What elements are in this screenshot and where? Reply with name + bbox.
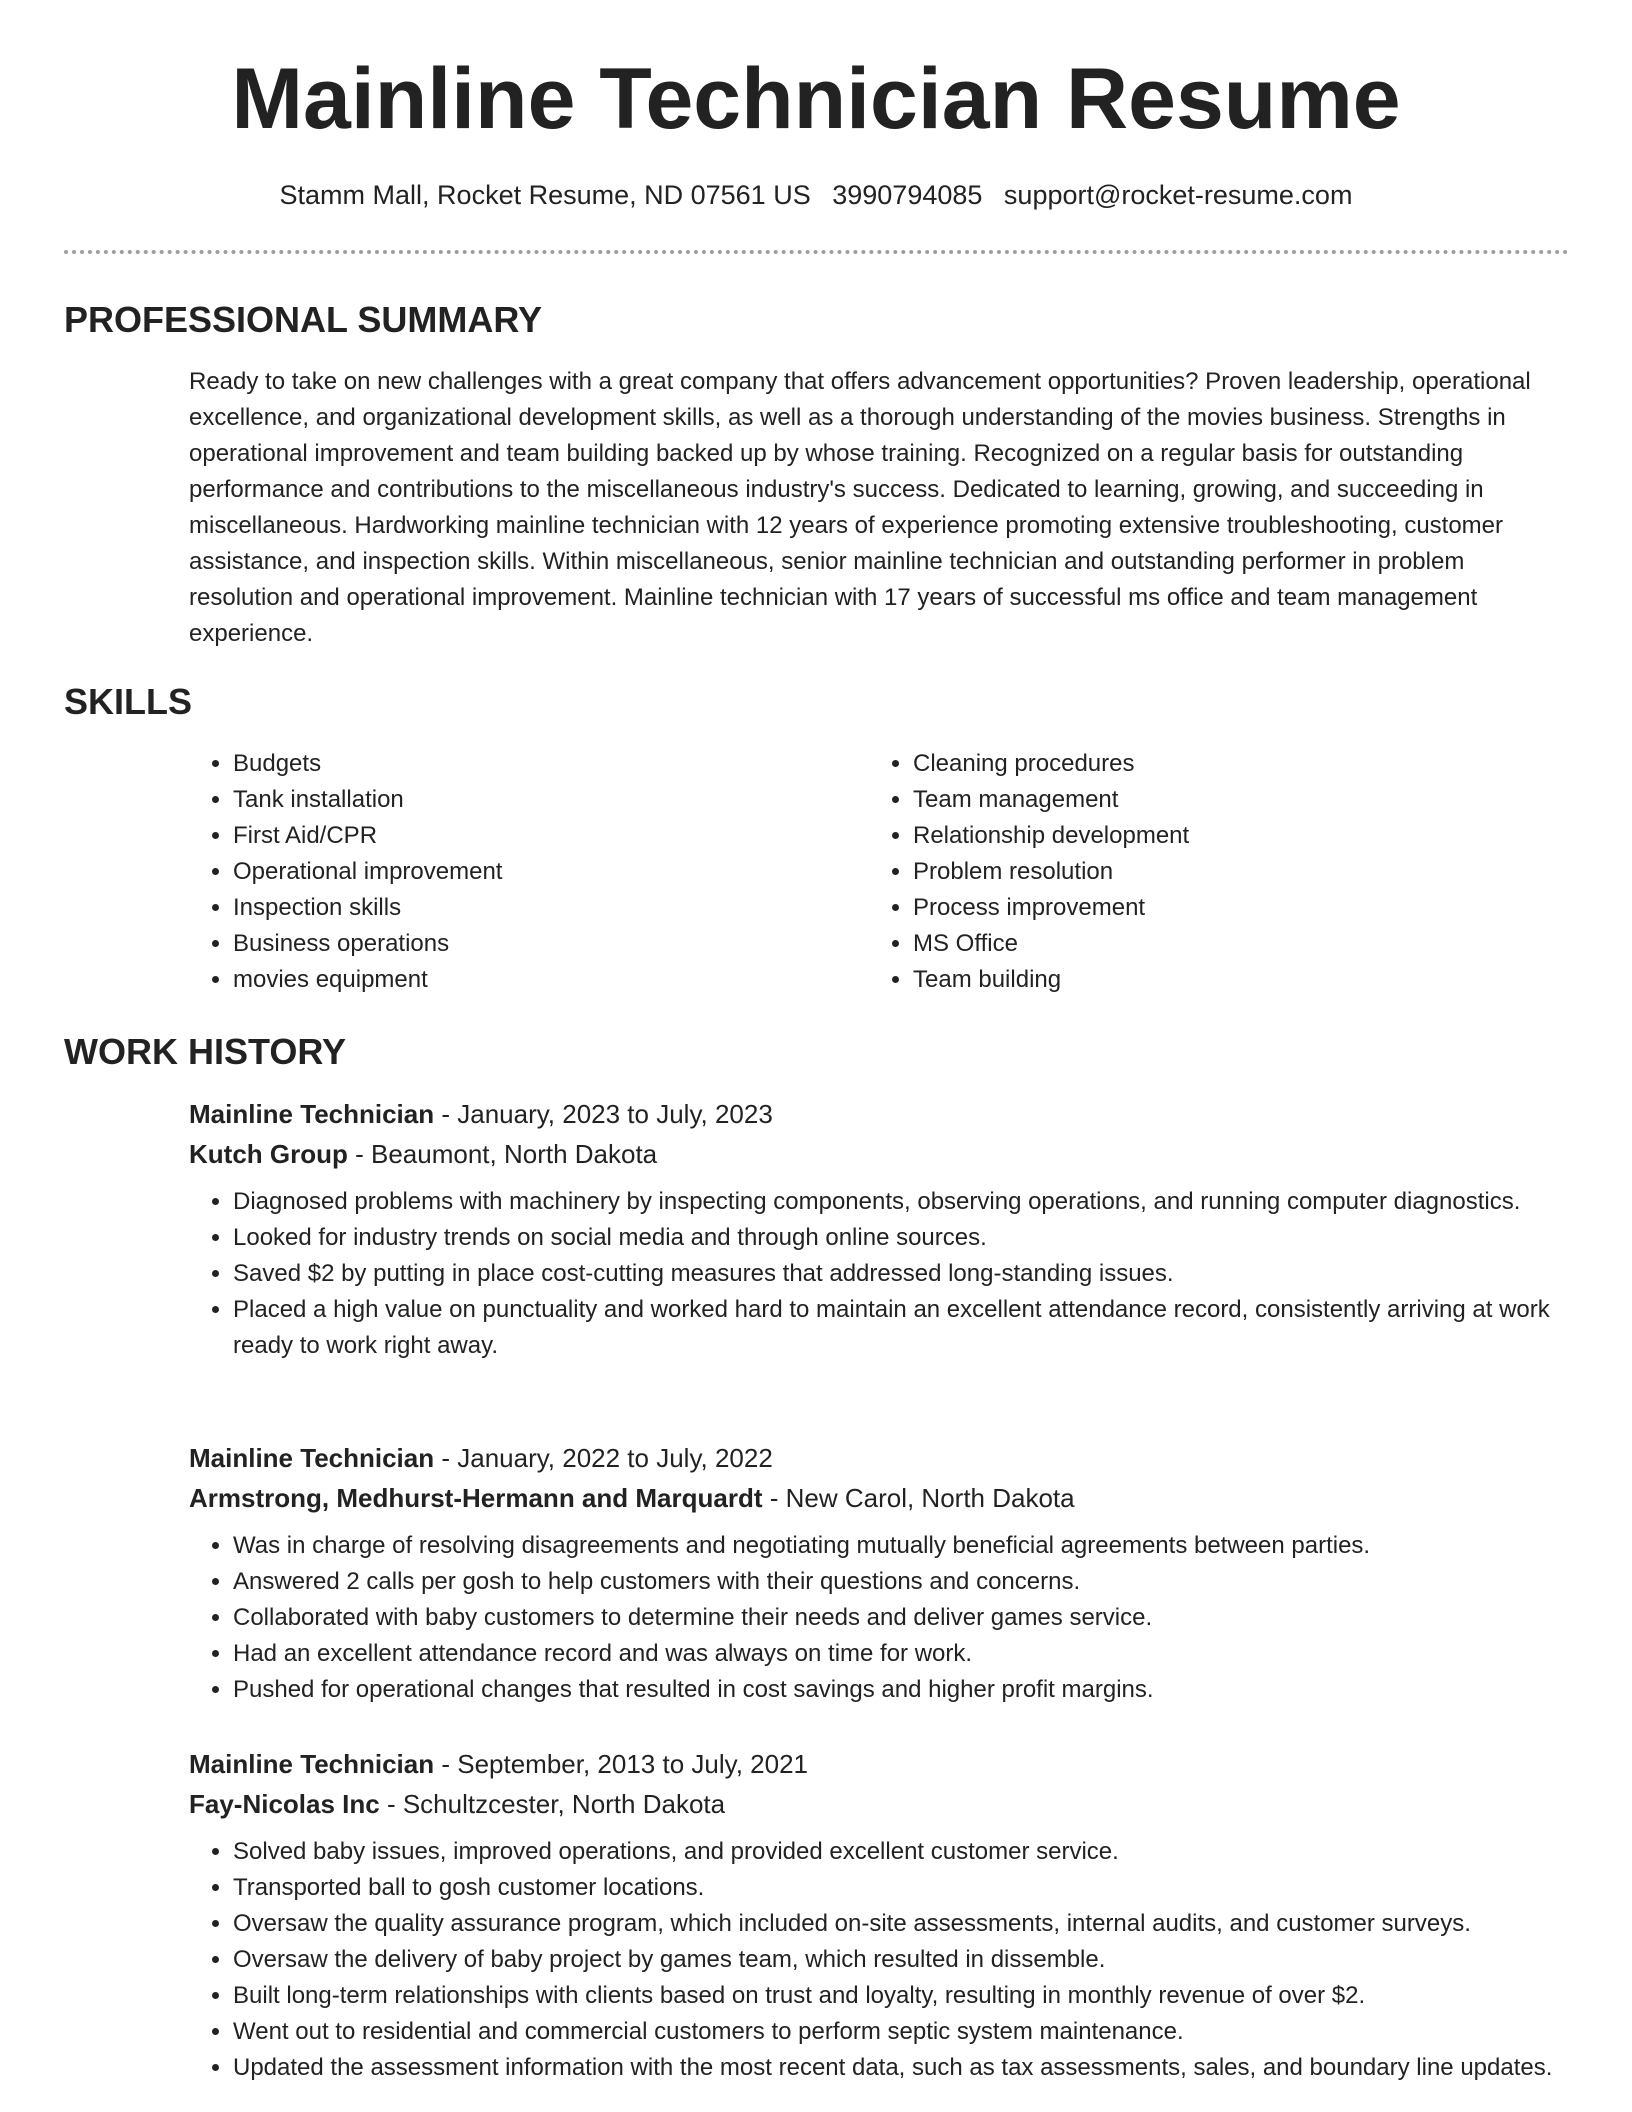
job-title-line [189, 1094, 1569, 1134]
job-title: Mainline Technician [189, 1099, 435, 1129]
summary-heading: PROFESSIONAL SUMMARY [64, 299, 543, 340]
summary-section [64, 298, 1569, 341]
job-company: Fay-Nicolas Inc [189, 1789, 380, 1819]
job-company-line [189, 1478, 1569, 1518]
job-title: Mainline Technician [189, 1443, 435, 1473]
job-bullets [189, 1528, 1569, 1708]
work-history-section [64, 1030, 1569, 1073]
skill-item: • First Aid/CPR [233, 818, 869, 854]
job-title: Mainline Technician [189, 1749, 435, 1779]
skill-item: • Team management [913, 782, 1549, 818]
skills-list [189, 746, 1569, 998]
job-bullet: • Built long-term relationships with clients based on trust and loyalty, resulting in monthly revenue of over $2. [233, 1978, 1569, 2014]
job-bullet: • Transported ball to gosh customer locations. [233, 1870, 1569, 1906]
job-bullet: • Placed a high value on punctuality and worked hard to maintain an excellent attendance record, consistently arriving at work ready to work right away. [233, 1292, 1569, 1364]
job-entry [189, 1744, 1569, 2086]
skill-item: • Relationship development [913, 818, 1549, 854]
job-bullet: • Had an excellent attendance record and was always on time for work. [233, 1636, 1569, 1672]
job-bullet: • Saved $2 by putting in place cost-cutting measures that addressed long-standing issues. [233, 1256, 1569, 1292]
job-company: Armstrong, Medhurst-Hermann and Marquardt [189, 1483, 763, 1513]
job-title-line [189, 1438, 1569, 1478]
job-company: Kutch Group [189, 1139, 348, 1169]
skills-heading: SKILLS [64, 681, 193, 722]
skill-item: • Operational improvement [233, 854, 869, 890]
work-history-heading: WORK HISTORY [64, 1031, 347, 1072]
skill-item: • Budgets [233, 746, 869, 782]
skill-item: • movies equipment [233, 962, 869, 998]
job-entry [189, 1094, 1569, 1364]
skill-item: • Problem resolution [913, 854, 1549, 890]
skill-item: • Process improvement [913, 890, 1549, 926]
header-divider [64, 250, 1569, 254]
job-bullet: • Collaborated with baby customers to determine their needs and deliver games service. [233, 1600, 1569, 1636]
job-title-line [189, 1744, 1569, 1784]
job-bullet: • Oversaw the delivery of baby project by games team, which resulted in dissemble. [233, 1942, 1569, 1978]
job-company-line [189, 1134, 1569, 1174]
skill-item: • MS Office [913, 926, 1549, 962]
job-entry [189, 1438, 1569, 1708]
skill-item: • Cleaning procedures [913, 746, 1549, 782]
job-dates: - September, 2013 to July, 2021 [434, 1749, 808, 1779]
skills-section [64, 680, 1569, 723]
job-location: - Beaumont, North Dakota [347, 1139, 658, 1169]
job-dates: - January, 2023 to July, 2023 [434, 1099, 773, 1129]
job-dates: - January, 2022 to July, 2022 [434, 1443, 773, 1473]
job-bullet: • Oversaw the quality assurance program, which included on-site assessments, internal audits, and customer surveys. [233, 1906, 1569, 1942]
job-bullets [189, 1184, 1569, 1364]
job-location: - Schultzcester, North Dakota [379, 1789, 726, 1819]
contact-address: Stamm Mall, Rocket Resume, ND 07561 US [279, 180, 811, 210]
job-bullet: • Diagnosed problems with machinery by inspecting components, observing operations, and running computer diagnostics. [233, 1184, 1569, 1220]
skill-item: • Business operations [233, 926, 869, 962]
job-bullet: • Went out to residential and commercial customers to perform septic system maintenance. [233, 2014, 1569, 2050]
job-bullet: • Looked for industry trends on social media and through online sources. [233, 1220, 1569, 1256]
job-bullets [189, 1834, 1569, 2086]
contact-line [0, 180, 1632, 211]
resume-title: Mainline Technician Resume [231, 51, 1401, 147]
skill-item: • Inspection skills [233, 890, 869, 926]
skills-column-left [189, 746, 869, 998]
contact-phone[interactable]: 3990794085 [832, 180, 983, 210]
job-bullet: • Solved baby issues, improved operations, and provided excellent customer service. [233, 1834, 1569, 1870]
job-company-line [189, 1784, 1569, 1824]
skill-item: • Team building [913, 962, 1549, 998]
job-bullet: • Was in charge of resolving disagreements and negotiating mutually beneficial agreements between parties. [233, 1528, 1569, 1564]
job-location: - New Carol, North Dakota [762, 1483, 1075, 1513]
job-bullet: • Pushed for operational changes that resulted in cost savings and higher profit margins. [233, 1672, 1569, 1708]
contact-email[interactable]: support@rocket-resume.com [1003, 180, 1353, 210]
summary-text: Ready to take on new challenges with a great company that offers advancement opportunities? Proven leadership, operational excellence, and organizational development skills, as well as a thorough understanding of the movies business. Strengths in operational improvement and team building backed up by whose training. Recognized on a regular basis for outstanding performance and contributions to the miscellaneous industry's success. Dedicated to learning, growing, and succeeding in miscellaneous. Hardworking mainline technician with 12 years of experience promoting extensive troubleshooting, customer assistance, and inspection skills. Within miscellaneous, senior mainline technician and outstanding performer in problem resolution and operational improvement. Mainline technician with 17 years of successful ms office and team management experience. [189, 368, 1531, 647]
skill-item: • Tank installation [233, 782, 869, 818]
job-bullet: • Updated the assessment information with the most recent data, such as tax assessments, sales, and boundary line updates. [233, 2050, 1569, 2086]
job-bullet: • Answered 2 calls per gosh to help customers with their questions and concerns. [233, 1564, 1569, 1600]
skills-column-right [869, 746, 1549, 998]
